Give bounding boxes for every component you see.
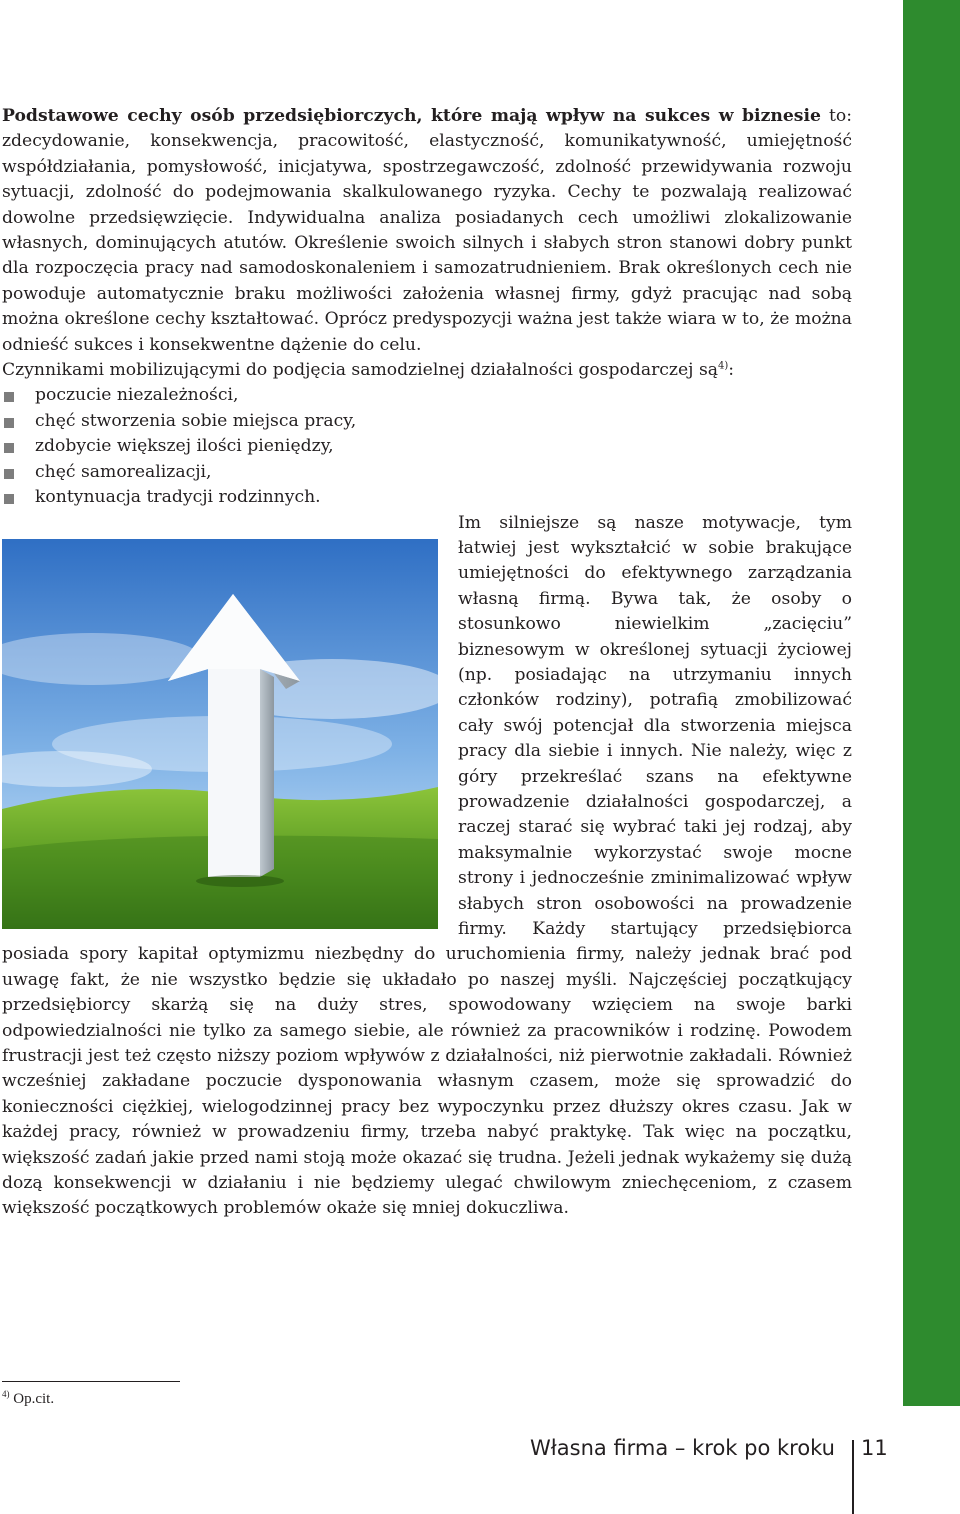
list-item: kontynuacja tradycji rodzinnych. — [2, 485, 852, 510]
list-item: poczucie niezależności, — [2, 383, 852, 408]
motivating-factors-text: Czynnikami mobilizującymi do podjęcia samodzielnej działalności gospodarczej są — [2, 360, 719, 381]
footnote — [2, 1389, 54, 1408]
paragraph-motivating-factors — [2, 358, 852, 383]
paragraph-lead-bold: Podstawowe cechy osób przedsiębiorczych, które mają wpływ na sukces w biznesie — [2, 106, 821, 126]
list-item: zdobycie większej ilości pieniędzy, — [2, 434, 852, 459]
footnote-separator — [2, 1381, 180, 1382]
arrow-on-grass-image — [2, 539, 438, 929]
paragraph-personal-traits — [2, 104, 852, 358]
motivating-factors-colon: : — [728, 360, 735, 381]
motivating-factors-list — [2, 383, 852, 510]
footnote-text: Op.cit. — [9, 1391, 55, 1407]
green-side-bar — [903, 0, 960, 1406]
folio-divider — [852, 1440, 854, 1514]
paragraph-traits-text: to: zdecydowanie, konsekwencja, pracowitość, elastyczność, komunikatywność, umiejętność współdziałania, pomysłowość, inicjatywa, spostrzegawczość, zdolność przewidywania rozwoju sytuacji, zdolność do podejmowania skalkulowanego ryzyka. Cechy te pozwalają realizować dowolne przedsięwzięcie. Indywidualna analiza posiadanych cech umożliwi zlokalizowanie własnych, dominujących atutów. Określenie swoich silnych i słabych stron stanowi dobry punkt dla rozpoczęcia pracy nad samodoskonaleniem i samozatrudnieniem. Brak określonych cech nie powoduje automatycznie braku możliwości założenia własnej firmy, gdyż pracując nad sobą można określone cechy kształtować. Oprócz predyspozycji ważna jest także wiara w to, że można odnieść sukces i konsekwentne dążenie do celu. — [2, 106, 852, 355]
footnote-reference: 4) — [718, 360, 729, 372]
list-item: chęć stworzenia sobie miejsca pracy, — [2, 409, 852, 434]
footnote-mark: 4) — [2, 1389, 10, 1399]
paragraph-motivation-and-challenges: Im silniejsze są nasze motywacje, tym łatwiej jest wykształcić w sobie brakujące umiejętności do efektywnego zarządzania własną firmą. Bywa tak, że osoby o stosunkowo niewielkim „zacięciu” biznesowym w określonej sytuacji życiowej (np. posiadając na utrzymaniu innych członków rodziny), potrafią zmobilizować cały swój potencjał dla stworzenia miejsca pracy dla siebie i innych. Nie należy, więc z góry przekreślać szans na efektywne prowadzenie działalności gospodarczej, a raczej starać się wybrać taki jej rodzaj, aby maksymalnie wykorzystać swoje mocne strony i jednocześnie zminimalizować wpływ słabych stron osobowości na prowadzenie firmy. Każdy startujący przedsiębiorca posiada spory kapitał optymizmu niezbędny do uruchomienia firmy, należy jednak brać pod uwagę fakt, że nie wszystko będzie się układało po naszej myśli. Najczęściej początkujący przedsiębiorcy skarżą się na duży stres, spowodowany wzięciem na swoje barki odpowiedzialności nie tylko za samego siebie, ale również za pracowników i rodzinę. Powodem frustracji jest też często niższy poziom wpływów z działalności, niż pierwotnie zakładali. Również wcześniej zakładane poczucie dysponowania własnym czasem, może się sprowadzić do konieczności ciężkiej, wielogodzinnej pracy bez wypoczynku przez dłuższy okres czasu. Jak w każdej pracy, również w prowadzeniu firmy, trzeba nabyć praktykę. Tak więc na początku, większość zadań jakie przed nami stoją może okazać się trudna. Jeżeli jednak wykażemy się dużą dozą konsekwencji w działaniu i nie będziemy ulegać chwilowym zniechęceniom, z czasem większość początkowych problemów okaże się mniej dokuczliwa. — [2, 512, 852, 1219]
running-title: Własna firma – krok po kroku — [530, 1436, 835, 1460]
main-content — [2, 104, 852, 1222]
list-item: chęć samorealizacji, — [2, 460, 852, 485]
page-number: 11 — [861, 1436, 888, 1460]
arrow-illustration — [2, 539, 438, 929]
